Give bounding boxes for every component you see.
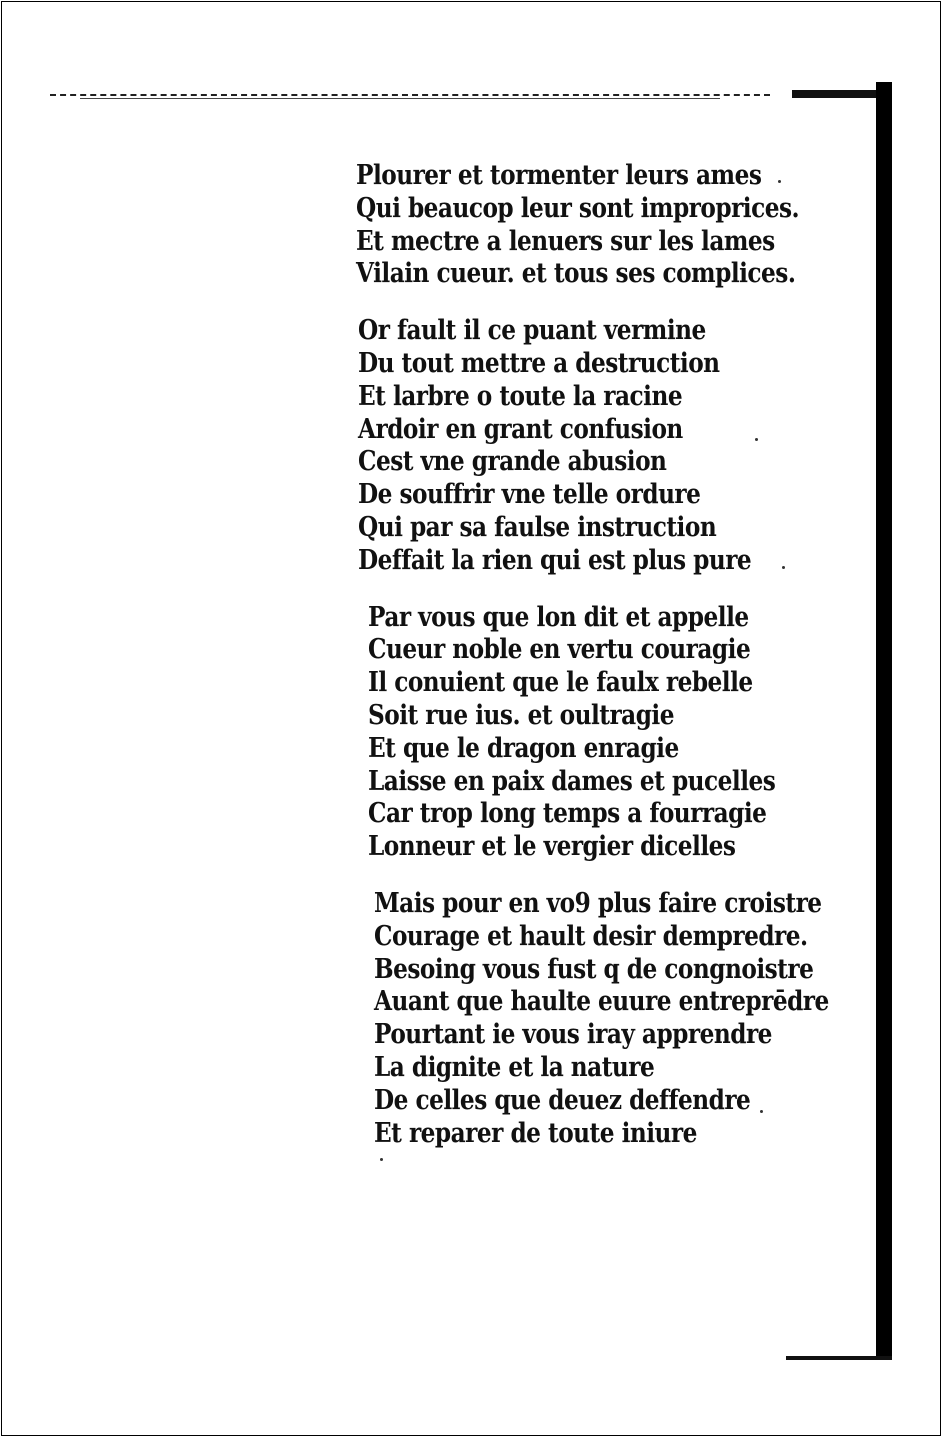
verse-line: Besoing vous fust q de congnoistre [374,953,814,985]
verse-line: Courage et hault desir dempredre. [374,920,808,952]
verse-line: Il conuient que le faulx rebelle [368,667,753,699]
page-edge-shadow-right [876,82,892,1360]
verse-line: De celles que deuez deffendre [374,1084,751,1116]
verse-line: Cest vne grande abusion [358,446,667,478]
verse-line: Lonneur et le vergier dicelles [368,831,736,863]
verse-line: Cueur noble en vertu couragie [368,634,751,666]
verse-line: Or fault il ce puant vermine [358,315,706,347]
stanza-4 [374,888,836,1150]
verse-line: Vilain cueur. et tous ses complices. [356,258,796,290]
ink-speck [380,1158,383,1161]
verse-line: La dignite et la nature [374,1051,655,1083]
verse-line: Par vous que lon dit et appelle [368,601,749,633]
ink-speck [760,1110,763,1113]
stanza-2 [358,315,836,577]
bottom-rule [786,1356,892,1360]
verse-line: Mais pour en vo9 plus faire croistre [374,887,822,919]
top-rule [50,94,770,96]
ink-speck [778,180,781,183]
verse-line: Soit rue ius. et oultragie [368,699,674,731]
verse-line: Plourer et tormenter leurs ames [356,160,762,191]
poem-text [356,160,836,1174]
verse-line: Et que le dragon enragie [368,732,679,764]
verse-line: Du tout mettre a destruction [358,347,720,379]
verse-line: Car trop long temps a fourragie [368,798,767,830]
verse-line: Deffait la rien qui est plus pure [358,544,752,576]
ink-speck [755,438,758,441]
verse-line: Ardoir en grant confusion [358,413,683,445]
verse-line: Pourtant ie vous iray apprendre [374,1019,772,1051]
page-edge-shadow-top [792,90,882,98]
ink-speck [782,566,785,569]
verse-line: Et larbre o toute la racine [358,380,683,412]
verse-line: Laisse en paix dames et pucelles [368,765,776,797]
verse-line: Qui beaucop leur sont improprices. [356,192,800,224]
verse-line: De souffrir vne telle ordure [358,479,701,511]
stanza-3 [368,602,836,864]
top-rule-secondary [80,98,720,99]
verse-line: Auant que haulte euure entreprēdre [374,986,829,1018]
verse-line: Et mectre a lenuers sur les lames [356,225,775,257]
stanza-1 [356,160,836,291]
verse-line: Et reparer de toute iniure [374,1117,697,1149]
verse-line: Qui par sa faulse instruction [358,511,717,543]
